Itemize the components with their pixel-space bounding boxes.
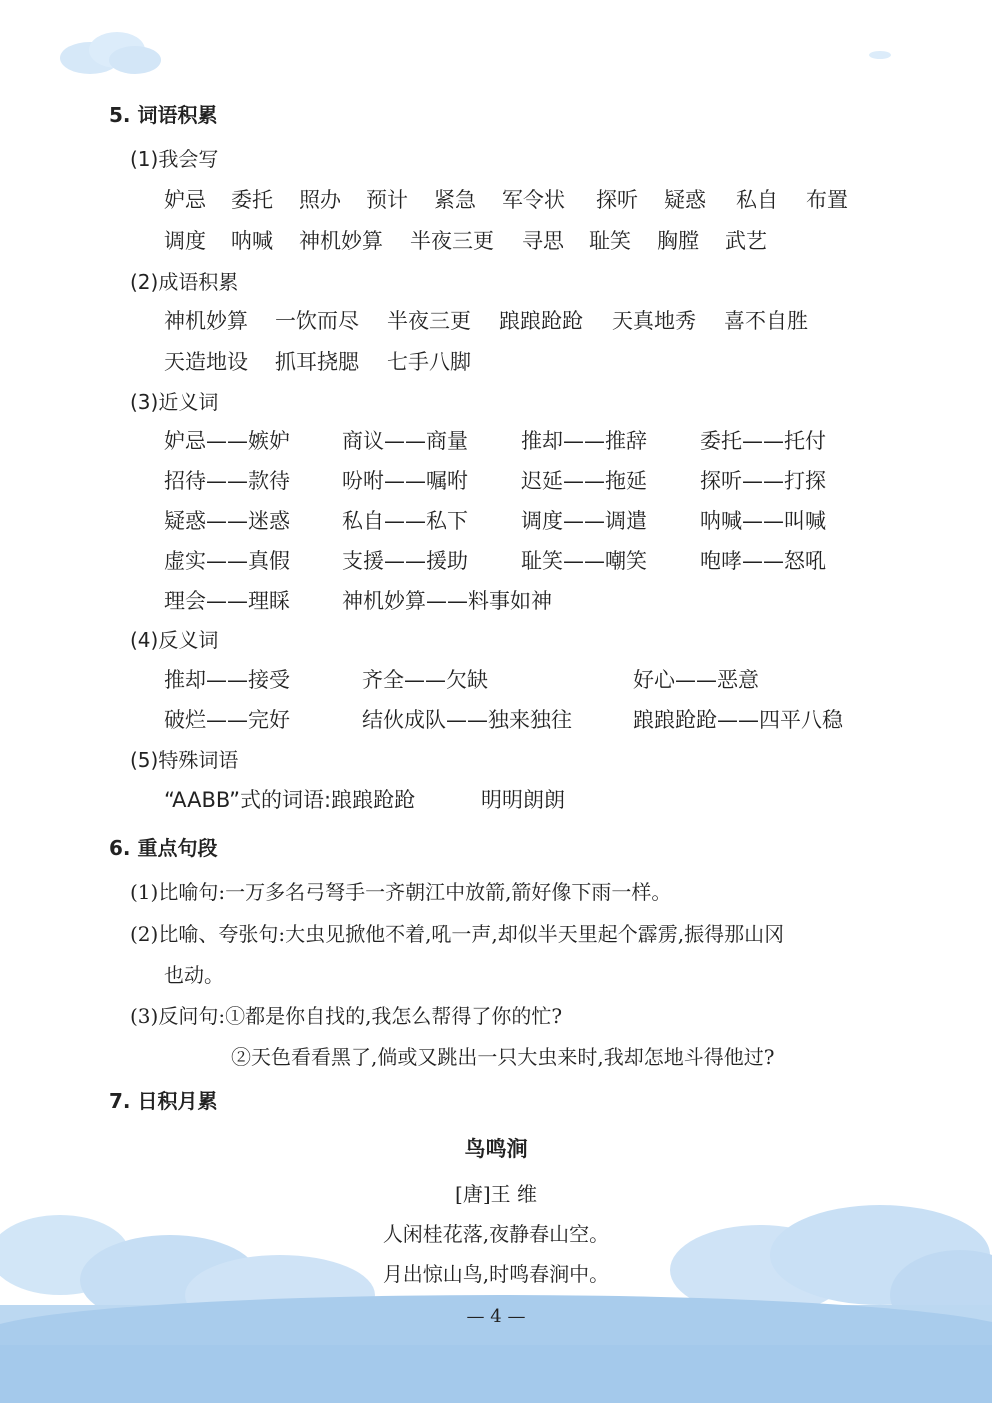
synonym-pair: 商议——商量: [342, 429, 468, 453]
word-item: 照办: [299, 188, 341, 212]
poem-title: 鸟鸣涧: [464, 1137, 528, 1161]
subsection-label-1: (1)我会写: [130, 147, 219, 171]
synonym-pair: 吩咐——嘱咐: [342, 469, 468, 493]
antonym-pair: 踉踉跄跄——四平八稳: [633, 708, 843, 732]
word-item: 武艺: [725, 229, 767, 253]
special-words-text: “AABB”式的词语:踉踉跄跄: [164, 788, 416, 812]
synonym-pair: 推却——推辞: [521, 429, 647, 453]
idiom-item: 抓耳挠腮: [275, 350, 359, 374]
synonym-pair: 妒忌——嫉妒: [164, 429, 290, 453]
section-title-5: 5. 词语积累: [109, 103, 218, 127]
word-item: 神机妙算: [299, 229, 383, 253]
cloud-small-icon: [868, 50, 892, 60]
idiom-item: 一饮而尽: [275, 309, 359, 333]
word-item: 妒忌: [164, 188, 206, 212]
word-item: 预计: [366, 188, 408, 212]
word-item: 寻思: [522, 229, 564, 253]
synonym-pair: 疑惑——迷惑: [164, 509, 290, 533]
poem-line-1: 人闲桂花落,夜静春山空。: [382, 1222, 610, 1246]
page-number: — 4 —: [466, 1306, 526, 1327]
word-item: 调度: [164, 229, 206, 253]
word-item: 胸膛: [657, 229, 699, 253]
idiom-item: 喜不自胜: [724, 309, 808, 333]
subsection-label-3: (3)近义词: [130, 390, 219, 414]
synonym-pair: 神机妙算——料事如神: [342, 589, 552, 613]
sentence-simile: (1)比喻句:一万多名弓弩手一齐朝江中放箭,箭好像下雨一样。: [130, 880, 672, 904]
word-item: 委托: [231, 188, 273, 212]
poem-author: [唐]王 维: [455, 1182, 537, 1206]
subsection-label-2: (2)成语积累: [130, 270, 239, 294]
idiom-item: 半夜三更: [387, 309, 471, 333]
antonym-pair: 好心——恶意: [633, 668, 759, 692]
subsection-label-5: (5)特殊词语: [130, 748, 239, 772]
idiom-item: 天真地秀: [612, 309, 696, 333]
synonym-pair: 迟延——拖延: [521, 469, 647, 493]
sentence-rhetorical-1: (3)反问句:①都是你自找的,我怎么帮得了你的忙?: [130, 1004, 563, 1028]
synonym-pair: 调度——调遣: [521, 509, 647, 533]
subsection-label-4: (4)反义词: [130, 628, 219, 652]
synonym-pair: 委托——托付: [700, 429, 826, 453]
antonym-pair: 推却——接受: [164, 668, 290, 692]
sky-clouds-background: [0, 1185, 992, 1403]
idiom-item: 七手八脚: [387, 350, 471, 374]
synonym-pair: 耻笑——嘲笑: [521, 549, 647, 573]
synonym-pair: 招待——款待: [164, 469, 290, 493]
sentence-simile-exaggeration: (2)比喻、夸张句:大虫见掀他不着,吼一声,却似半天里起个霹雳,振得那山冈: [130, 922, 785, 946]
word-item: 耻笑: [589, 229, 631, 253]
idiom-item: 天造地设: [164, 350, 248, 374]
word-item: 疑惑: [664, 188, 706, 212]
synonym-pair: 虚实——真假: [164, 549, 290, 573]
section-title-7: 7. 日积月累: [109, 1089, 218, 1113]
word-item: 军令状: [502, 188, 565, 212]
synonym-pair: 咆哮——怒吼: [700, 549, 826, 573]
special-words-extra: 明明朗朗: [481, 788, 565, 812]
antonym-pair: 齐全——欠缺: [362, 668, 488, 692]
sentence-rhetorical-2: ②天色看看黑了,倘或又跳出一只大虫来时,我却怎地斗得他过?: [231, 1045, 775, 1069]
synonym-pair: 探听——打探: [700, 469, 826, 493]
word-item: 探听: [596, 188, 638, 212]
idiom-item: 踉踉跄跄: [499, 309, 583, 333]
word-item: 呐喊: [231, 229, 273, 253]
sentence-simile-exaggeration-cont: 也动。: [164, 963, 224, 987]
poem-line-2: 月出惊山鸟,时鸣春涧中。: [382, 1262, 610, 1286]
word-item: 私自: [736, 188, 778, 212]
antonym-pair: 结伙成队——独来独往: [362, 708, 572, 732]
idiom-item: 神机妙算: [164, 309, 248, 333]
cloud-decoration-icon: [55, 28, 165, 78]
synonym-pair: 支援——援助: [342, 549, 468, 573]
section-title-6: 6. 重点句段: [109, 836, 218, 860]
word-item: 紧急: [434, 188, 476, 212]
word-item: 布置: [806, 188, 848, 212]
synonym-pair: 私自——私下: [342, 509, 468, 533]
antonym-pair: 破烂——完好: [164, 708, 290, 732]
synonym-pair: 理会——理睬: [164, 589, 290, 613]
synonym-pair: 呐喊——叫喊: [700, 509, 826, 533]
word-item: 半夜三更: [410, 229, 494, 253]
